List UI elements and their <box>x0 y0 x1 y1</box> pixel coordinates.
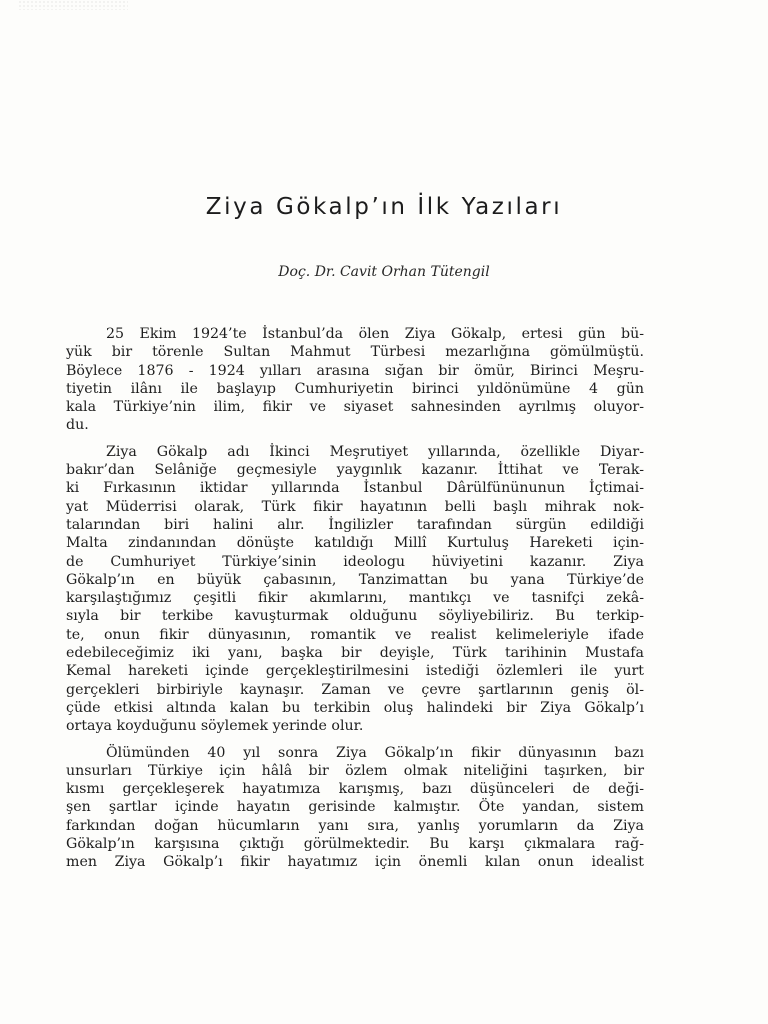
text-line: Gökalp’ın en büyük çabasının, Tanzimattan bu yana Türkiye’de <box>66 571 644 588</box>
text-line: Böylece 1876 - 1924 yılları arasına sığan bir ömür, Birinci Meşru- <box>66 362 644 379</box>
article-author: Doç. Dr. Cavit Orhan Tütengil <box>278 264 490 280</box>
text-line: yat Müderrisi olarak, Türk fikir hayatının belli başlı mihrak nok- <box>66 498 644 515</box>
text-line: şen şartlar içinde hayatın gerisinde kalmıştır. Öte yandan, sistem <box>66 799 644 816</box>
text-line: men Ziya Gökalp’ı fikir hayatımız için önemli kılan onun idealist <box>66 854 644 871</box>
text-line: Kemal hareketi içinde gerçekleştirilmesini istediği özlemleri ile yurt <box>66 663 644 680</box>
text-line: bakır’dan Selâniğe geçmesiyle yaygınlık kazanır. İttihat ve Terak- <box>66 462 644 479</box>
text-line: yük bir törenle Sultan Mahmut Türbesi mezarlığına gömülmüştü. <box>66 344 644 361</box>
text-line: du. <box>66 417 89 434</box>
text-line: farkından doğan hücumların yanı sıra, yanlış yorumların da Ziya <box>66 817 644 834</box>
paragraph-2 <box>66 443 644 736</box>
text-line: çüde etkisi altında kalan bu terkibin oluş halindeki bir Ziya Gökalp’ı <box>66 699 644 716</box>
text-line: ki Fırkasının iktidar yıllarında İstanbul Dârülfününunun İçtimai- <box>66 480 644 497</box>
text-line: karşılaştığımız çeşitli fikir akımlarını, mantıkçı ve tasnifçi zekâ- <box>66 590 644 607</box>
paragraph-3 <box>66 744 644 872</box>
text-line: Gökalp’ın karşısına çıktığı görülmektedir. Bu karşı çıkmalara rağ- <box>66 836 644 853</box>
text-line: Malta zindanından dönüşte katıldığı Millî Kurtuluş Hareketi için- <box>66 535 644 552</box>
text-line: 25 Ekim 1924’te İstanbul’da ölen Ziya Gökalp, ertesi gün bü- <box>106 326 644 342</box>
scan-speckle <box>18 0 128 10</box>
text-line: edebileceğimiz iki yanı, başka bir deyişle, Türk tarihinin Mustafa <box>66 645 644 662</box>
text-line: Ölümünden 40 yıl sonra Ziya Gökalp’ın fikir dünyasının bazı <box>106 744 644 761</box>
text-line: sıyla bir terkibe kavuşturmak olduğunu söyliyebiliriz. Bu terkip- <box>66 608 644 625</box>
text-line: gerçekleri birbiriyle kaynaşır. Zaman ve çevre şartlarının geniş öl- <box>66 681 644 698</box>
text-line: talarından biri halini alır. İngilizler tarafından sürgün edildiği <box>66 516 644 533</box>
text-line: kısmı gerçekleşerek hayatımıza karışmış, bazı düşünceleri de deği- <box>66 781 644 798</box>
text-line: tiyetin ilânı ile başlayıp Cumhuriyetin birinci yıldönümüne 4 gün <box>66 380 644 397</box>
text-line: Ziya Gökalp adı İkinci Meşrutiyet yıllarında, özellikle Diyar- <box>106 443 644 460</box>
text-line: ortaya koyduğunu söylemek yerinde olur. <box>66 718 364 735</box>
paragraph-1 <box>66 325 644 435</box>
article-title: Ziya Gökalp’ın İlk Yazıları <box>205 194 563 220</box>
text-line: te, onun fikir dünyasının, romantik ve realist kelimeleriyle ifade <box>66 626 644 643</box>
text-line: kala Türkiye’nin ilim, fikir ve siyaset sahnesinden ayrılmış oluyor- <box>66 399 644 416</box>
article-body <box>66 325 644 880</box>
text-line: de Cumhuriyet Türkiye’sinin ideologu hüviyetini kazanır. Ziya <box>66 553 644 570</box>
text-line: unsurları Türkiye için hâlâ bir özlem olmak niteliğini taşırken, bir <box>66 762 644 779</box>
